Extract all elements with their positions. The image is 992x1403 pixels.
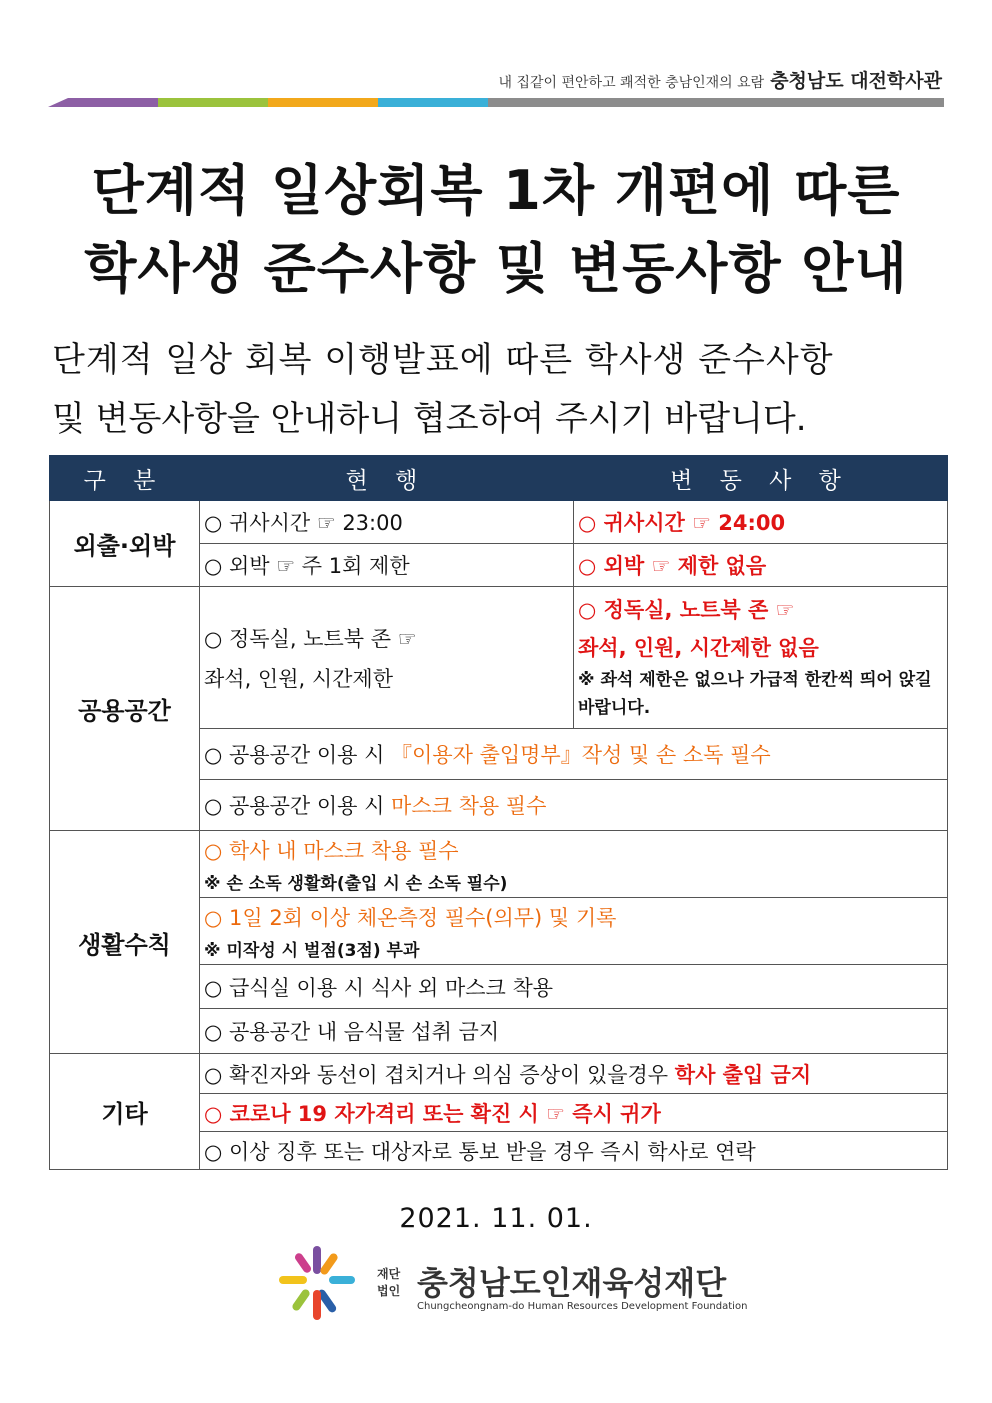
common-change-1 — [574, 587, 948, 729]
rules-row-2-note: ※ 미작성 시 벌점(3점) 부과 — [204, 940, 420, 961]
etc-row-1-highlight: 학사 출입 금지 — [674, 1062, 812, 1087]
etc-row-1 — [200, 1054, 948, 1094]
common-row-3 — [200, 780, 948, 831]
outing-change-2: ○ 외박 ☞ 제한 없음 — [574, 544, 948, 587]
category-common: 공용공간 — [50, 587, 200, 831]
header-category: 구 분 — [50, 456, 200, 501]
category-etc: 기타 — [50, 1054, 200, 1170]
header-current: 현 행 — [200, 456, 574, 501]
common-row-3-prefix: ○ 공용공간 이용 시 — [204, 794, 392, 818]
header-slogan: 내 집같이 편안하고 쾌적한 충남인재의 요람 — [498, 75, 765, 91]
table-row — [50, 831, 948, 898]
rules-row-2-text: ○ 1일 2회 이상 체온측정 필수(의무) 및 기록 — [204, 905, 617, 930]
foundation-english-name: Chungcheongnam-do Human Resources Development Foundation — [417, 1301, 748, 1312]
rules-row-1-text: ○ 학사 내 마스크 착용 필수 — [204, 838, 459, 863]
category-outing: 외출·외박 — [50, 501, 200, 587]
title-line-1: 단계적 일상회복 1차 개편에 따른 — [91, 159, 901, 222]
etc-row-2: ○ 코로나 19 자가격리 또는 확진 시 ☞ 즉시 귀가 — [200, 1094, 948, 1132]
rules-row-4: ○ 공용공간 내 음식물 섭취 금지 — [200, 1009, 948, 1054]
header-change: 변 동 사 항 — [574, 456, 948, 501]
outing-current-1: ○ 귀사시간 ☞ 23:00 — [200, 501, 574, 544]
notice-table — [49, 455, 948, 1170]
common-row-2 — [200, 729, 948, 780]
etc-row-1-prefix: ○ 확진자와 동선이 겹치거나 의심 증상이 있을경우 — [204, 1062, 675, 1087]
common-change-1b: 좌석, 인원, 시간제한 없음 — [578, 635, 819, 660]
table-header-row — [50, 456, 948, 501]
title-line-2: 학사생 준수사항 및 변동사항 안내 — [84, 237, 908, 300]
foundation-name: 충청남도인재육성재단 — [417, 1264, 727, 1302]
table-row — [50, 587, 948, 729]
foundation-type-2: 법인 — [377, 1284, 401, 1298]
common-row-2-highlight: 『이용자 출입명부』작성 및 손 소독 필수 — [391, 743, 771, 767]
foundation-type-1: 재단 — [377, 1267, 401, 1281]
outing-change-1: ○ 귀사시간 ☞ 24:00 — [574, 501, 948, 544]
header-slogan-line — [499, 66, 943, 93]
intro-line-1: 단계적 일상 회복 이행발표에 따른 학사생 준수사항 — [52, 340, 834, 380]
common-change-note: ※ 좌석 제한은 없으나 가급적 한칸씩 띄어 앉길 바랍니다. — [578, 669, 932, 718]
foundation-type — [377, 1266, 400, 1300]
rules-row-3: ○ 급식실 이용 시 식사 외 마스크 착용 — [200, 965, 948, 1009]
notice-date: 2021. 11. 01. — [399, 1203, 593, 1234]
common-current-1a: ○ 정독실, 노트북 존 ☞ — [204, 626, 417, 651]
etc-row-3: ○ 이상 징후 또는 대상자로 통보 받을 경우 즉시 학사로 연락 — [200, 1132, 948, 1170]
header-color-bar — [48, 98, 944, 107]
common-row-3-highlight: 마스크 착용 필수 — [391, 794, 547, 818]
common-change-1a: ○ 정독실, 노트북 존 ☞ — [578, 597, 795, 622]
table-row — [50, 1054, 948, 1094]
common-current-1b: 좌석, 인원, 시간제한 — [204, 666, 393, 691]
table-row — [50, 501, 948, 544]
category-rules: 생활수칙 — [50, 831, 200, 1054]
header-org: 충청남도 대전학사관 — [770, 70, 942, 92]
common-row-2-prefix: ○ 공용공간 이용 시 — [204, 743, 392, 767]
foundation-logo-icon — [277, 1242, 357, 1322]
common-current-1 — [200, 587, 574, 729]
rules-row-2 — [200, 898, 948, 965]
rules-row-1 — [200, 831, 948, 898]
rules-row-1-note: ※ 손 소독 생활화(출입 시 손 소독 필수) — [204, 873, 508, 894]
intro-line-2: 및 변동사항을 안내하니 협조하여 주시기 바랍니다. — [52, 399, 807, 439]
outing-current-2: ○ 외박 ☞ 주 1회 제한 — [200, 544, 574, 587]
